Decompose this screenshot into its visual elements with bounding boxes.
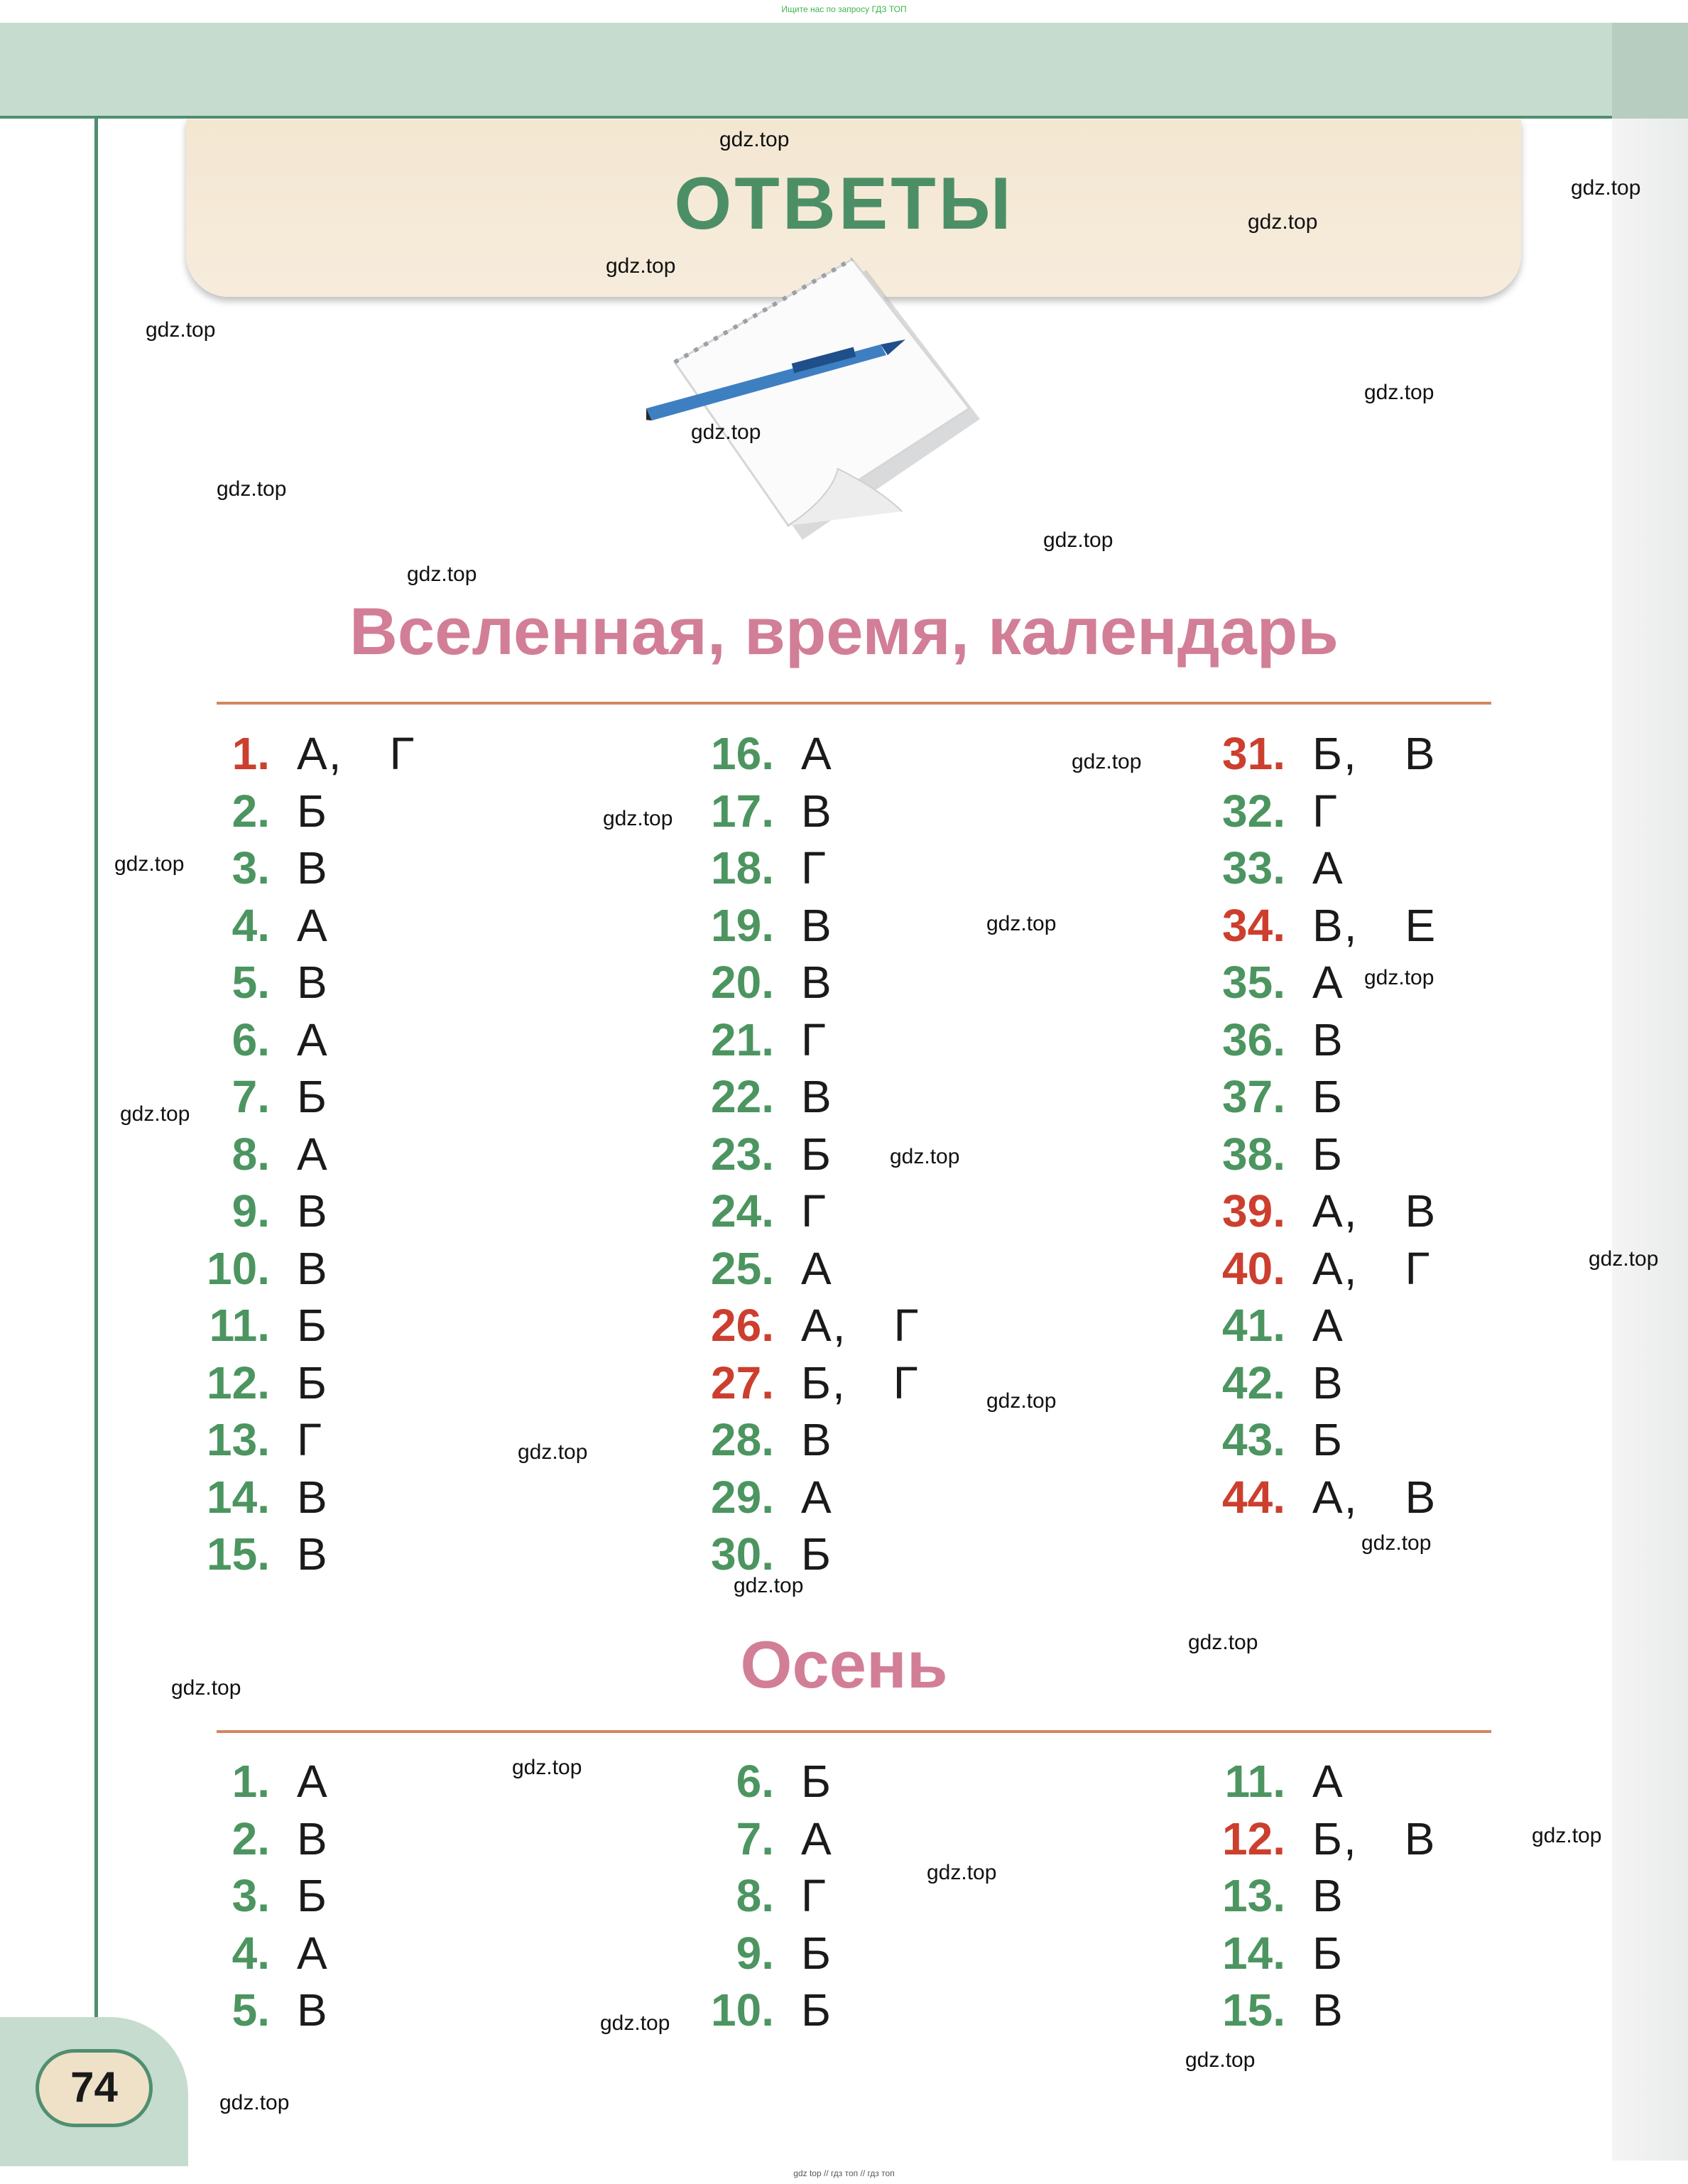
answer-item bbox=[178, 1300, 328, 1351]
answer-item bbox=[682, 728, 833, 779]
answer-letters: В bbox=[801, 785, 833, 837]
answer-letters: А bbox=[801, 728, 833, 779]
answer-letters: В bbox=[801, 957, 833, 1008]
question-number: 5. bbox=[232, 957, 270, 1008]
answer-item bbox=[682, 1528, 832, 1580]
answer-item bbox=[682, 842, 827, 893]
answer-item bbox=[1193, 1014, 1344, 1065]
answer-item bbox=[682, 1185, 827, 1237]
question-number: 12. bbox=[207, 1357, 270, 1408]
answer-letters: Б bbox=[801, 1128, 832, 1180]
answer-letters: В bbox=[297, 1813, 329, 1864]
answer-letters: А, Г bbox=[801, 1300, 920, 1351]
question-number: 6. bbox=[232, 1014, 270, 1065]
left-margin-rule bbox=[94, 117, 98, 2063]
watermark: gdz.top bbox=[219, 2091, 290, 2114]
answer-letters: Б, Г bbox=[801, 1357, 920, 1408]
section-rule-universe bbox=[217, 702, 1491, 705]
answer-item bbox=[178, 1528, 329, 1580]
answer-letters: Б bbox=[297, 1300, 328, 1351]
answer-letters: Г bbox=[297, 1414, 323, 1465]
answer-item bbox=[178, 900, 329, 951]
answer-letters: Г bbox=[801, 1870, 827, 1921]
question-number: 20. bbox=[711, 957, 774, 1008]
answer-item bbox=[1193, 1300, 1344, 1351]
answer-item bbox=[682, 1756, 832, 1807]
answer-letters: Б bbox=[297, 1870, 328, 1921]
answer-letters: А bbox=[297, 1128, 329, 1180]
answer-letters: В bbox=[297, 1528, 329, 1580]
question-number: 17. bbox=[711, 785, 774, 837]
question-number: 19. bbox=[711, 899, 774, 951]
answer-letters: Б bbox=[297, 1071, 328, 1122]
answer-item bbox=[682, 1071, 833, 1122]
watermark: gdz.top bbox=[146, 318, 216, 342]
question-number: 9. bbox=[232, 1185, 270, 1237]
answer-item bbox=[682, 1414, 833, 1465]
answer-letters: В, Е bbox=[1312, 899, 1437, 951]
question-number: 39. bbox=[1222, 1185, 1285, 1237]
answer-item bbox=[178, 1414, 323, 1465]
watermark: gdz.top bbox=[1364, 966, 1434, 989]
answer-item bbox=[178, 786, 328, 837]
question-number: 16. bbox=[711, 728, 774, 779]
question-number: 31. bbox=[1222, 728, 1285, 779]
answer-item bbox=[178, 842, 329, 893]
watermark: gdz.top bbox=[1589, 1247, 1659, 1271]
question-number: 38. bbox=[1222, 1128, 1285, 1180]
watermark: gdz.top bbox=[890, 1145, 960, 1168]
answer-item bbox=[178, 1071, 328, 1122]
answer-item bbox=[178, 728, 415, 779]
answer-letters: В bbox=[297, 1984, 329, 2036]
question-number: 18. bbox=[711, 842, 774, 893]
section-title-autumn: Осень bbox=[740, 1627, 948, 1702]
answer-item bbox=[682, 900, 833, 951]
watermark: gdz.top bbox=[734, 1574, 804, 1597]
watermark: gdz.top bbox=[1532, 1824, 1602, 1847]
answer-item bbox=[178, 1928, 329, 1979]
watermark: gdz.top bbox=[518, 1440, 588, 1464]
question-number: 8. bbox=[736, 1870, 774, 1921]
answer-item bbox=[1193, 1414, 1344, 1465]
answer-item bbox=[178, 1870, 328, 1921]
question-number: 6. bbox=[736, 1756, 774, 1807]
answer-letters: Г bbox=[801, 1185, 827, 1237]
question-number: 5. bbox=[232, 1984, 270, 2036]
question-number: 43. bbox=[1222, 1414, 1285, 1465]
page-title: ОТВЕТЫ bbox=[674, 163, 1014, 245]
answer-letters: В bbox=[297, 1471, 329, 1523]
question-number: 28. bbox=[711, 1414, 774, 1465]
answer-letters: В bbox=[297, 1242, 329, 1294]
question-number: 1. bbox=[232, 728, 270, 779]
answer-item bbox=[178, 1472, 329, 1523]
answer-item bbox=[178, 1756, 329, 1807]
top-band bbox=[0, 23, 1612, 119]
question-number: 3. bbox=[232, 1870, 270, 1921]
answer-item bbox=[1193, 900, 1437, 951]
bottom-note: gdz top // гдз топ // гдз топ bbox=[793, 2168, 895, 2178]
question-number: 35. bbox=[1222, 957, 1285, 1008]
question-number: 14. bbox=[1222, 1927, 1285, 1979]
question-number: 37. bbox=[1222, 1071, 1285, 1122]
answer-item bbox=[178, 957, 329, 1008]
watermark: gdz.top bbox=[120, 1102, 190, 1126]
question-number: 25. bbox=[711, 1242, 774, 1294]
answer-letters: В bbox=[1312, 1014, 1344, 1065]
question-number: 7. bbox=[736, 1813, 774, 1864]
answer-item bbox=[1193, 1870, 1344, 1921]
watermark: gdz.top bbox=[217, 477, 287, 501]
question-number: 15. bbox=[207, 1528, 270, 1580]
watermark: gdz.top bbox=[1361, 1531, 1432, 1555]
question-number: 10. bbox=[711, 1984, 774, 2036]
answer-item bbox=[178, 1813, 329, 1864]
watermark: gdz.top bbox=[691, 420, 761, 444]
question-number: 36. bbox=[1222, 1014, 1285, 1065]
question-number: 34. bbox=[1222, 899, 1285, 951]
answer-letters: А bbox=[801, 1471, 833, 1523]
answer-letters: Б, В bbox=[1312, 728, 1437, 779]
watermark: gdz.top bbox=[603, 807, 673, 830]
watermark: gdz.top bbox=[407, 563, 477, 586]
watermark: gdz.top bbox=[1043, 528, 1113, 552]
answer-item bbox=[1193, 1928, 1344, 1979]
answer-item bbox=[682, 1984, 832, 2036]
watermark: gdz.top bbox=[1188, 1631, 1258, 1654]
answer-letters: Б, В bbox=[1312, 1813, 1437, 1864]
answer-item bbox=[1193, 1813, 1436, 1864]
watermark: gdz.top bbox=[1248, 210, 1318, 234]
answer-letters: Г bbox=[801, 1014, 827, 1065]
answer-item bbox=[1193, 1756, 1344, 1807]
question-number: 40. bbox=[1222, 1242, 1285, 1294]
answer-letters: В bbox=[1312, 1984, 1344, 2036]
answer-item bbox=[1193, 728, 1436, 779]
page-number: 74 bbox=[36, 2049, 153, 2127]
watermark: gdz.top bbox=[1185, 2048, 1256, 2072]
question-number: 13. bbox=[1222, 1870, 1285, 1921]
answer-letters: А bbox=[1312, 1300, 1344, 1351]
answer-letters: Б bbox=[1312, 1128, 1344, 1180]
top-band-line bbox=[0, 116, 1612, 119]
watermark: gdz.top bbox=[512, 1756, 582, 1779]
question-number: 21. bbox=[711, 1014, 774, 1065]
answer-letters: Б bbox=[297, 785, 328, 837]
answer-letters: В bbox=[1312, 1357, 1344, 1408]
question-number: 26. bbox=[711, 1300, 774, 1351]
question-number: 2. bbox=[232, 1813, 270, 1864]
top-note: Ищите нас по запросу ГДЗ ТОП bbox=[781, 4, 907, 14]
answer-item bbox=[1193, 1243, 1431, 1294]
watermark: gdz.top bbox=[171, 1676, 241, 1700]
question-number: 13. bbox=[207, 1414, 270, 1465]
question-number: 4. bbox=[232, 1927, 270, 1979]
answer-item bbox=[1193, 1185, 1437, 1237]
question-number: 8. bbox=[232, 1128, 270, 1180]
answer-letters: В bbox=[801, 1414, 833, 1465]
answer-item bbox=[178, 1243, 329, 1294]
answer-item bbox=[682, 1243, 833, 1294]
answer-letters: Б bbox=[801, 1756, 832, 1807]
answer-item bbox=[682, 1928, 832, 1979]
answer-letters: Г bbox=[801, 842, 827, 893]
answer-letters: В bbox=[801, 899, 833, 951]
question-number: 11. bbox=[1224, 1756, 1285, 1807]
question-number: 44. bbox=[1222, 1471, 1285, 1523]
question-number: 1. bbox=[232, 1756, 270, 1807]
answer-item bbox=[682, 1870, 827, 1921]
answer-letters: А, В bbox=[1312, 1185, 1437, 1237]
answer-letters: А bbox=[297, 1756, 329, 1807]
answer-letters: В bbox=[297, 957, 329, 1008]
answer-item bbox=[682, 1014, 827, 1065]
question-number: 22. bbox=[711, 1071, 774, 1122]
answer-letters: А bbox=[1312, 1756, 1344, 1807]
answer-item bbox=[178, 1129, 329, 1180]
watermark: gdz.top bbox=[986, 912, 1057, 935]
answer-letters: А bbox=[297, 899, 329, 951]
question-number: 4. bbox=[232, 899, 270, 951]
answer-item bbox=[682, 1472, 833, 1523]
answer-letters: В bbox=[297, 1185, 329, 1237]
question-number: 2. bbox=[232, 785, 270, 837]
answer-item bbox=[682, 1129, 832, 1180]
answer-letters: А, Г bbox=[1312, 1242, 1432, 1294]
answer-item bbox=[682, 1300, 920, 1351]
answer-item bbox=[1193, 842, 1344, 893]
notepad-pen-illustration bbox=[646, 256, 1015, 554]
question-number: 15. bbox=[1222, 1984, 1285, 2036]
watermark: gdz.top bbox=[114, 852, 185, 876]
page-edge-strip bbox=[1612, 23, 1688, 2161]
question-number: 27. bbox=[711, 1357, 774, 1408]
answer-letters: А bbox=[1312, 842, 1344, 893]
question-number: 11. bbox=[209, 1300, 270, 1351]
answer-letters: Б bbox=[801, 1984, 832, 2036]
question-number: 32. bbox=[1222, 785, 1285, 837]
answer-item bbox=[178, 1014, 329, 1065]
answer-letters: А bbox=[297, 1014, 329, 1065]
answer-letters: А bbox=[297, 1927, 329, 1979]
question-number: 29. bbox=[711, 1471, 774, 1523]
answer-letters: Б bbox=[297, 1357, 328, 1408]
answer-item bbox=[682, 1813, 833, 1864]
answer-item bbox=[178, 1357, 328, 1408]
answer-item bbox=[1193, 1357, 1344, 1408]
question-number: 41. bbox=[1222, 1300, 1285, 1351]
answer-item bbox=[1193, 1472, 1437, 1523]
question-number: 14. bbox=[207, 1471, 270, 1523]
section-rule-autumn bbox=[217, 1730, 1491, 1733]
question-number: 23. bbox=[711, 1128, 774, 1180]
answer-letters: Б bbox=[1312, 1414, 1344, 1465]
watermark: gdz.top bbox=[927, 1861, 997, 1884]
watermark: gdz.top bbox=[986, 1389, 1057, 1413]
question-number: 3. bbox=[232, 842, 270, 893]
question-number: 10. bbox=[207, 1242, 270, 1294]
question-number: 24. bbox=[711, 1185, 774, 1237]
answer-letters: Г bbox=[1312, 785, 1339, 837]
question-number: 9. bbox=[736, 1927, 774, 1979]
answer-letters: А bbox=[801, 1813, 833, 1864]
watermark: gdz.top bbox=[1364, 381, 1434, 404]
question-number: 7. bbox=[232, 1071, 270, 1122]
question-number: 33. bbox=[1222, 842, 1285, 893]
answer-item bbox=[682, 1357, 919, 1408]
answer-letters: Б bbox=[801, 1927, 832, 1979]
answer-item bbox=[1193, 1129, 1344, 1180]
answer-item bbox=[1193, 1984, 1344, 2036]
watermark: gdz.top bbox=[1571, 176, 1641, 200]
watermark: gdz.top bbox=[600, 2011, 670, 2035]
question-number: 30. bbox=[711, 1528, 774, 1580]
answer-item bbox=[1193, 957, 1344, 1008]
answer-item bbox=[178, 1185, 329, 1237]
page-edge-strip-top bbox=[1612, 23, 1688, 119]
answer-letters: Б bbox=[1312, 1071, 1344, 1122]
answer-letters: Б bbox=[1312, 1927, 1344, 1979]
answer-item bbox=[1193, 786, 1339, 837]
answer-letters: А, Г bbox=[297, 728, 416, 779]
answer-item bbox=[682, 957, 833, 1008]
watermark: gdz.top bbox=[1072, 750, 1142, 773]
answer-letters: Б bbox=[801, 1528, 832, 1580]
answer-letters: В bbox=[1312, 1870, 1344, 1921]
answer-letters: А, В bbox=[1312, 1471, 1437, 1523]
answer-item bbox=[682, 786, 833, 837]
question-number: 42. bbox=[1222, 1357, 1285, 1408]
answer-item bbox=[1193, 1071, 1344, 1122]
answer-letters: А bbox=[801, 1242, 833, 1294]
answer-letters: В bbox=[297, 842, 329, 893]
question-number: 12. bbox=[1222, 1813, 1285, 1864]
answer-letters: В bbox=[801, 1071, 833, 1122]
watermark: gdz.top bbox=[606, 254, 676, 278]
answer-item bbox=[178, 1984, 329, 2036]
answer-letters: А bbox=[1312, 957, 1344, 1008]
watermark: gdz.top bbox=[719, 128, 790, 151]
section-title-universe: Вселенная, время, календарь bbox=[349, 594, 1339, 668]
